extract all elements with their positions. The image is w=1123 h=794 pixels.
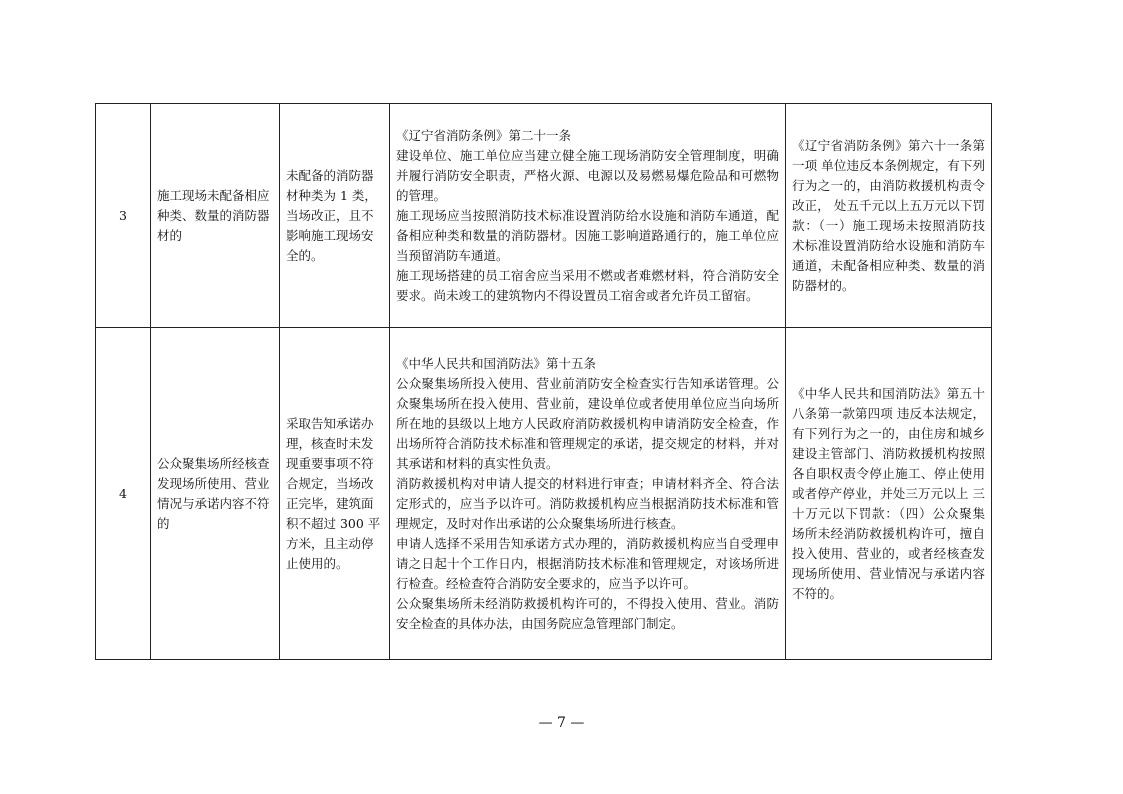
- basis-paragraph: 消防救援机构对申请人提交的材料进行审查；申请材料齐全、符合法定形式的，应当予以许可。消防救援机构应当根据消防技术标准和管理规定，及时对作出承诺的公众聚集场所进行核查。: [396, 475, 779, 531]
- row-number: 3: [96, 104, 151, 328]
- violation-situation: 公众聚集场所经核查发现场所使用、营业情况与承诺内容不符的: [151, 328, 280, 660]
- basis-paragraph: 公众聚集场所投入使用、营业前消防安全检查实行告知承诺管理。公众聚集场所在投入使用、营业前，建设单位或者使用单位应当向场所所在地的县级以上地方人民政府消防救援机构申请消防安全检查，作出场所符合消防技术标准和管理规定的承诺，提交规定的材料，并对其承诺和材料的真实性负责。: [396, 375, 779, 471]
- basis-paragraph: 建设单位、施工单位应当建立健全施工现场消防安全管理制度，明确并履行消防安全职责，严格火源、电源以及易燃易爆危险品和可燃物的管理。: [396, 147, 779, 203]
- table-row: [96, 328, 992, 660]
- exemption-condition: 未配备的消防器材种类为 1 类，当场改正，且不影响施工现场安全的。: [280, 104, 390, 328]
- regulation-table: [95, 103, 992, 660]
- legal-basis: [390, 104, 786, 328]
- penalty-provision: 《中华人民共和国消防法》第五十八条第一款第四项 违反本法规定，有下列行为之一的，由住房和城乡建设主管部门、消防救援机构按照各自职权责令停止施工、停止使用或者停产停业，并处三万元以上 三十万元以下罚款：（四）公众聚集场所未经消防救援机构许可，擅自投入使用、营业的，或者经核查发现场所使用、营业情况与承诺内容不符的。: [786, 328, 992, 660]
- basis-paragraph: 《辽宁省消防条例》第二十一条: [396, 127, 572, 143]
- violation-situation: 施工现场未配备相应种类、数量的消防器材的: [151, 104, 280, 328]
- legal-basis: [390, 328, 786, 660]
- basis-paragraph: 《中华人民共和国消防法》第十五条: [396, 355, 597, 371]
- basis-paragraph: 施工现场搭建的员工宿舍应当采用不燃或者难燃材料，符合消防安全要求。尚未竣工的建筑物内不得设置员工宿舍或者允许员工留宿。: [396, 267, 779, 303]
- basis-paragraph: 施工现场应当按照消防技术标准设置消防给水设施和消防车通道，配备相应种类和数量的消防器材。因施工影响道路通行的，施工单位应当预留消防车通道。: [396, 207, 779, 263]
- table-row: [96, 104, 992, 328]
- row-number: 4: [96, 328, 151, 660]
- penalty-provision: 《辽宁省消防条例》第六十一条第一项 单位违反本条例规定，有下列行为之一的，由消防救援机构责令改正， 处五千元以上五万元以下罚款：（一）施工现场未按照消防技术标准设置消防给水设施和消防车通道，未配备相应种类、数量的消防器材的。: [786, 104, 992, 328]
- exemption-condition: 采取告知承诺办理，核查时未发现重要事项不符合规定，当场改正完毕，建筑面积不超过 300 平方米，且主动停止使用的。: [280, 328, 390, 660]
- basis-paragraph: 申请人选择不采用告知承诺方式办理的，消防救援机构应当自受理申请之日起十个工作日内，根据消防技术标准和管理规定，对该场所进行检查。经检查符合消防安全要求的，应当予以许可。: [396, 535, 779, 591]
- basis-paragraph: 公众聚集场所未经消防救援机构许可的，不得投入使用、营业。消防安全检查的具体办法，由国务院应急管理部门制定。: [396, 595, 779, 631]
- page-number: — 7 —: [538, 715, 585, 731]
